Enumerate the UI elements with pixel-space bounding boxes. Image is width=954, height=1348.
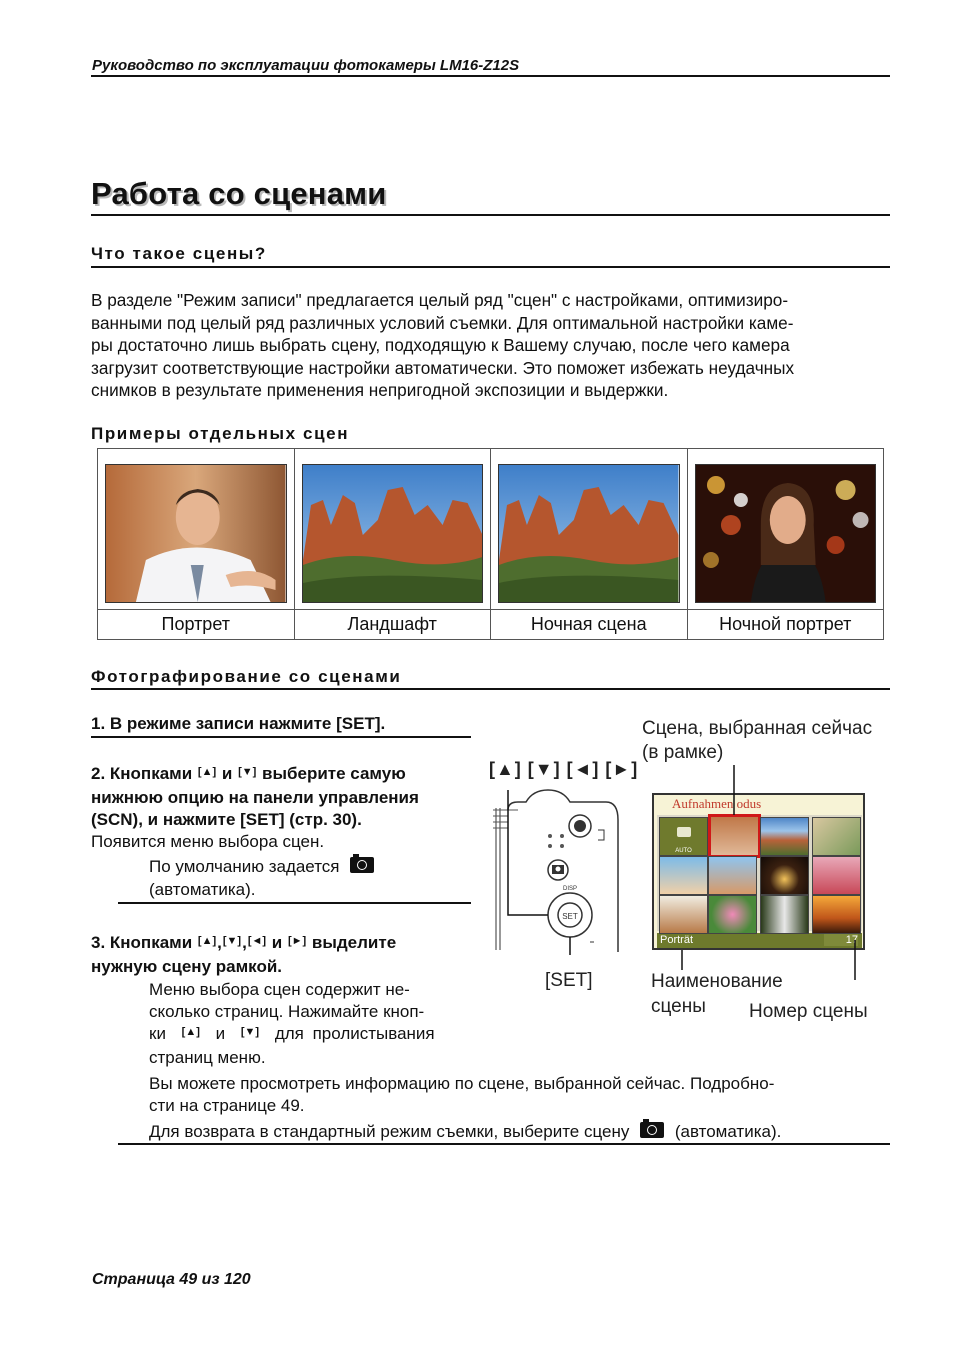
- key-right-icon: [►]: [287, 935, 307, 947]
- scene-cell-landscape: [295, 449, 492, 639]
- return-text: (автоматика).: [674, 1122, 782, 1141]
- intro-line: снимков в результате применения непригодной экспозиции и выдержки.: [91, 380, 669, 400]
- header-rule: [91, 75, 890, 77]
- note-line: Меню выбора сцен содержит не-: [149, 980, 410, 999]
- default-text-2: (автоматика).: [149, 880, 256, 899]
- night-scene-photo: [498, 464, 680, 603]
- scene-caption: Ночная сцена: [491, 609, 687, 639]
- step-rule: [91, 736, 471, 738]
- step-rule: [118, 1143, 890, 1145]
- note-text: для пролистывания: [274, 1024, 435, 1043]
- diagram-leader-lines: [640, 760, 880, 980]
- scene-cell-night-portrait: [688, 449, 884, 639]
- label-set: [SET]: [545, 970, 593, 991]
- cam-disp-text: DISP: [562, 886, 578, 892]
- section-heading-shooting: Фотографирование со сценами: [91, 667, 402, 686]
- note-text: ки: [149, 1024, 166, 1043]
- step-2-text: выберите самую: [262, 764, 406, 783]
- landscape-photo: [302, 464, 484, 603]
- screen-scene-number: 17: [824, 934, 858, 946]
- info-line: сти на странице 49.: [149, 1096, 305, 1115]
- step-rule: [118, 902, 471, 904]
- intro-line: загрузит соответствующие настройки автоматически. Это поможет избежать неудачных: [91, 357, 795, 378]
- portrait-photo: [105, 464, 287, 603]
- intro-line: В разделе "Режим записи" предлагается целый ряд "сцен" с настройками, оптимизиро-: [91, 290, 789, 310]
- step-3-and: и: [271, 933, 283, 952]
- step-2-prefix: 2. Кнопками: [91, 764, 193, 783]
- step-3: [91, 932, 471, 978]
- screen-scene-name: Porträt: [660, 934, 694, 946]
- key-down-icon: [▼]: [222, 935, 242, 947]
- key-up-icon: [▲]: [181, 1026, 200, 1038]
- camera-back-illustration: [488, 780, 638, 955]
- night-portrait-photo: [695, 464, 877, 603]
- return-line: [149, 1121, 781, 1143]
- step-2: [91, 763, 471, 831]
- camera-auto-icon: [640, 1122, 664, 1138]
- scene-caption: Портрет: [98, 609, 294, 639]
- label-scene-name: Наименование: [651, 971, 783, 992]
- step-1: 1. В режиме записи нажмите [SET].: [91, 714, 386, 733]
- label-scene-name-2: сцены: [651, 996, 706, 1017]
- key-up-icon: [▲]: [197, 935, 217, 947]
- comma: ,: [217, 933, 222, 952]
- section-heading-what: Что такое сцены?: [91, 244, 267, 263]
- section-rule: [91, 688, 890, 690]
- key-down-icon: [▼]: [238, 766, 257, 778]
- scene-cell-portrait: [98, 449, 295, 639]
- running-header: Руководство по эксплуатации фотокамеры LM16-Z12S: [92, 57, 520, 74]
- scene-cell-night: [491, 449, 688, 639]
- screen-title: Aufnahmen odus: [672, 796, 762, 811]
- note-line: [149, 1023, 469, 1047]
- step-2-default: [149, 856, 374, 878]
- step-3-prefix: 3. Кнопками: [91, 933, 193, 952]
- page-title: Работа со сценами: [91, 176, 387, 211]
- scene-caption: Ландшафт: [295, 609, 491, 639]
- step-2-and: и: [221, 764, 233, 783]
- step-3-text: выделите: [311, 933, 397, 952]
- intro-line: ванными под целый ряд различных условий съемки. Для оптимальной настройки каме-: [91, 312, 794, 333]
- step-2-text: (SCN), и нажмите [SET] (стр. 30).: [91, 810, 362, 829]
- thumb-auto-text: AUTO: [675, 848, 692, 854]
- key-up-icon: [▲]: [197, 766, 217, 778]
- intro-line: ры достаточно лишь выбрать сцену, подходящую к Вашему случаю, после чего камера: [91, 335, 790, 355]
- note-line: страниц меню.: [149, 1048, 266, 1067]
- label-selected-scene: Сцена, выбранная сейчас: [642, 718, 873, 739]
- page-number: Страница 49 из 120: [92, 1271, 251, 1288]
- label-scene-number: Номер сцены: [749, 1001, 868, 1022]
- label-arrow-keys: [▲] [▼] [◄] [►]: [489, 759, 639, 779]
- section-heading-examples: Примеры отдельных сцен: [91, 424, 350, 443]
- return-text: Для возврата в стандартный режим съемки, выберите сцену: [149, 1122, 630, 1141]
- key-left-icon: [◄]: [247, 935, 267, 947]
- scene-caption: Ночной портрет: [688, 609, 884, 639]
- step-2-note: Появится меню выбора сцен.: [91, 832, 325, 851]
- default-text: По умолчанию задается: [149, 857, 340, 876]
- label-selected-scene-2: (в рамке): [642, 742, 724, 763]
- info-line: Вы можете просмотреть информацию по сцене, выбранной сейчас. Подробно-: [149, 1074, 775, 1093]
- step-3-note: [149, 979, 469, 1069]
- intro-paragraph: [91, 289, 889, 402]
- section-rule: [91, 266, 890, 268]
- comma: ,: [242, 933, 247, 952]
- step-3-text: нужную сцену рамкой.: [91, 957, 283, 976]
- note-line: сколько страниц. Нажимайте кноп-: [149, 1002, 425, 1021]
- note-text: и: [215, 1024, 226, 1043]
- title-rule: [91, 214, 890, 216]
- cam-set-text: SET: [562, 912, 578, 921]
- camera-auto-icon: [350, 857, 374, 873]
- step-2-text: нижнюю опцию на панели управления: [91, 788, 419, 807]
- key-down-icon: [▼]: [240, 1026, 260, 1038]
- scene-examples-table: [97, 448, 884, 640]
